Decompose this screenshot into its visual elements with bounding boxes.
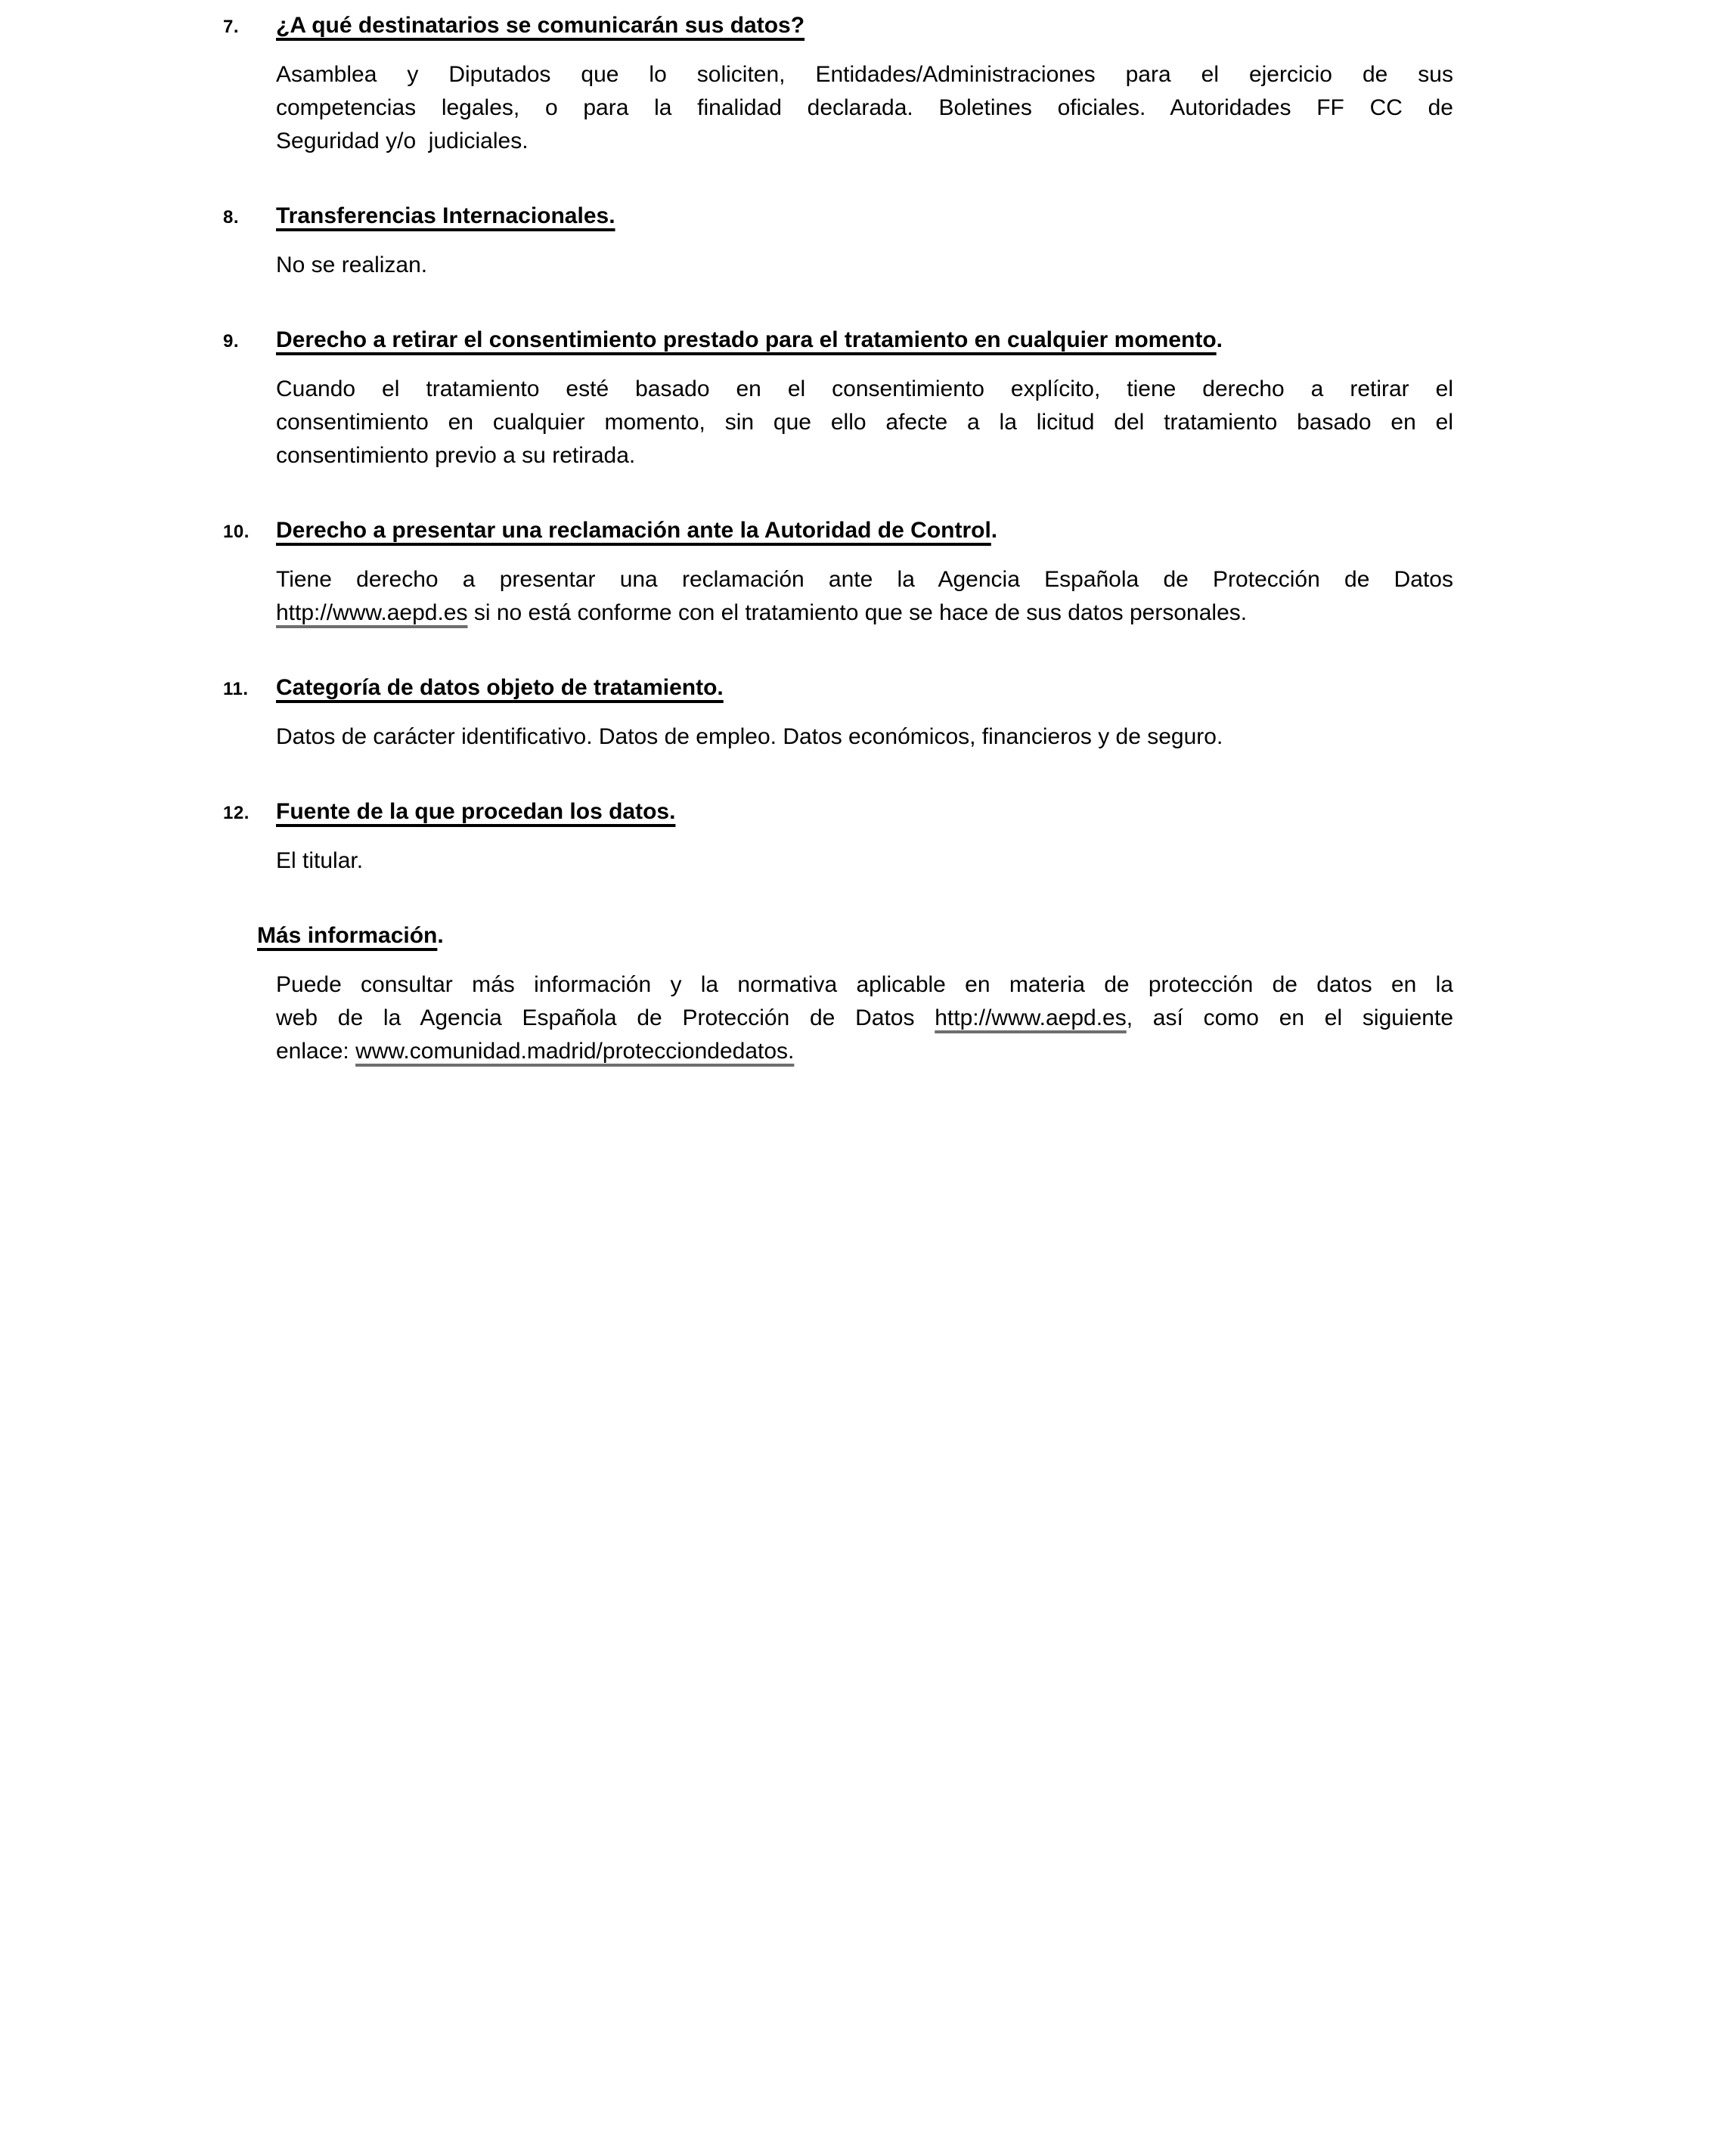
text-line <box>276 125 1453 158</box>
section-derecho-retirar-consentimiento <box>223 324 1733 514</box>
section-heading-text: Fuente de la que procedan los datos. <box>276 799 676 824</box>
section-content <box>276 200 1453 324</box>
section-body <box>276 563 1453 630</box>
text-segment: Seguridad y/o judiciales. <box>276 129 529 153</box>
section-body <box>276 844 1453 878</box>
text-segment: consentimiento en cualquier momento, sin que ello afecte a la licitud del tratamiento basado en el <box>276 410 1453 435</box>
section-number: 12. <box>223 803 250 823</box>
section-heading <box>276 795 1453 829</box>
text-segment: enlace: <box>276 1039 356 1064</box>
section-heading-punctuation: . <box>1216 327 1223 352</box>
section-body <box>276 968 1453 1068</box>
section-content <box>276 324 1453 514</box>
section-derecho-reclamacion <box>223 514 1733 671</box>
section-content <box>257 919 1454 1110</box>
section-heading-text: Transferencias Internacionales. <box>276 203 615 228</box>
section-number: 10. <box>223 522 250 542</box>
section-content <box>276 514 1453 671</box>
section-categoria-datos <box>223 671 1733 795</box>
text-line <box>276 1035 1453 1068</box>
section-body <box>276 249 1453 282</box>
section-mas-informacion <box>223 919 1733 1110</box>
section-heading-punctuation: . <box>991 518 998 543</box>
sections <box>0 9 1733 1110</box>
section-heading-text: Derecho a presentar una reclamación ante la Autoridad de Control <box>276 518 991 543</box>
section-heading <box>276 324 1453 357</box>
section-heading <box>276 200 1453 233</box>
section-heading <box>276 671 1453 705</box>
text-segment: Tiene derecho a presentar una reclamación ante la Agencia Española de Protección de Datos <box>276 567 1453 592</box>
link-aepd[interactable]: http://www.aepd.es <box>276 600 468 625</box>
text-line <box>276 373 1453 406</box>
section-body <box>276 58 1453 158</box>
text-line <box>276 58 1453 91</box>
section-number: 9. <box>223 331 240 352</box>
section-number: 11. <box>223 679 249 699</box>
text-segment: Datos de carácter identificativo. Datos de empleo. Datos económicos, financieros y de seguro. <box>276 724 1223 749</box>
section-transferencias-internacionales <box>223 200 1733 324</box>
text-segment: Cuando el tratamiento esté basado en el consentimiento explícito, tiene derecho a retirar el <box>276 376 1453 401</box>
text-line <box>276 720 1453 754</box>
section-heading <box>276 9 1453 42</box>
section-heading-punctuation: . <box>437 923 444 948</box>
text-segment: No se realizan. <box>276 252 428 277</box>
section-content <box>276 795 1453 919</box>
text-line <box>276 249 1453 282</box>
text-segment: si no está conforme con el tratamiento que se hace de sus datos personales. <box>467 600 1248 625</box>
text-line <box>276 596 1453 630</box>
section-number: 8. <box>223 207 240 228</box>
section-body <box>276 373 1453 472</box>
text-line <box>276 844 1453 878</box>
text-segment: competencias legales, o para la finalidad declarada. Boletines oficiales. Autoridades FF CC de <box>276 95 1453 120</box>
text-segment: web de la Agencia Española de Protección de Datos <box>276 1005 935 1030</box>
text-line <box>276 1002 1453 1035</box>
section-content <box>276 9 1453 200</box>
section-number: 7. <box>223 17 240 37</box>
section-heading <box>276 514 1453 547</box>
link-aepd[interactable]: http://www.aepd.es <box>935 1005 1127 1030</box>
text-line <box>276 439 1453 472</box>
text-segment: , así como en el siguiente <box>1126 1005 1454 1030</box>
section-heading <box>257 919 1453 953</box>
section-heading-text: Categoría de datos objeto de tratamiento. <box>276 675 724 700</box>
link-comunidad-madrid[interactable]: www.comunidad.madrid/protecciondedatos. <box>355 1039 795 1064</box>
section-heading-text: Derecho a retirar el consentimiento prestado para el tratamiento en cualquier momento <box>276 327 1217 352</box>
text-segment: Puede consultar más información y la normativa aplicable en materia de protección de datos en la <box>276 972 1453 997</box>
section-content <box>276 671 1453 795</box>
section-heading-text: ¿A qué destinatarios se comunicarán sus datos? <box>276 13 805 38</box>
text-line <box>276 968 1453 1002</box>
section-heading-text: Más información <box>257 923 438 948</box>
section-destinatarios <box>223 9 1733 200</box>
text-line <box>276 563 1453 596</box>
text-segment: El titular. <box>276 848 364 873</box>
text-segment: Asamblea y Diputados que lo soliciten, Entidades/Administraciones para el ejercicio de sus <box>276 62 1453 87</box>
section-fuente-datos <box>223 795 1733 919</box>
text-line <box>276 91 1453 125</box>
text-line <box>276 406 1453 439</box>
section-body <box>276 720 1453 754</box>
text-segment: consentimiento previo a su retirada. <box>276 443 636 468</box>
